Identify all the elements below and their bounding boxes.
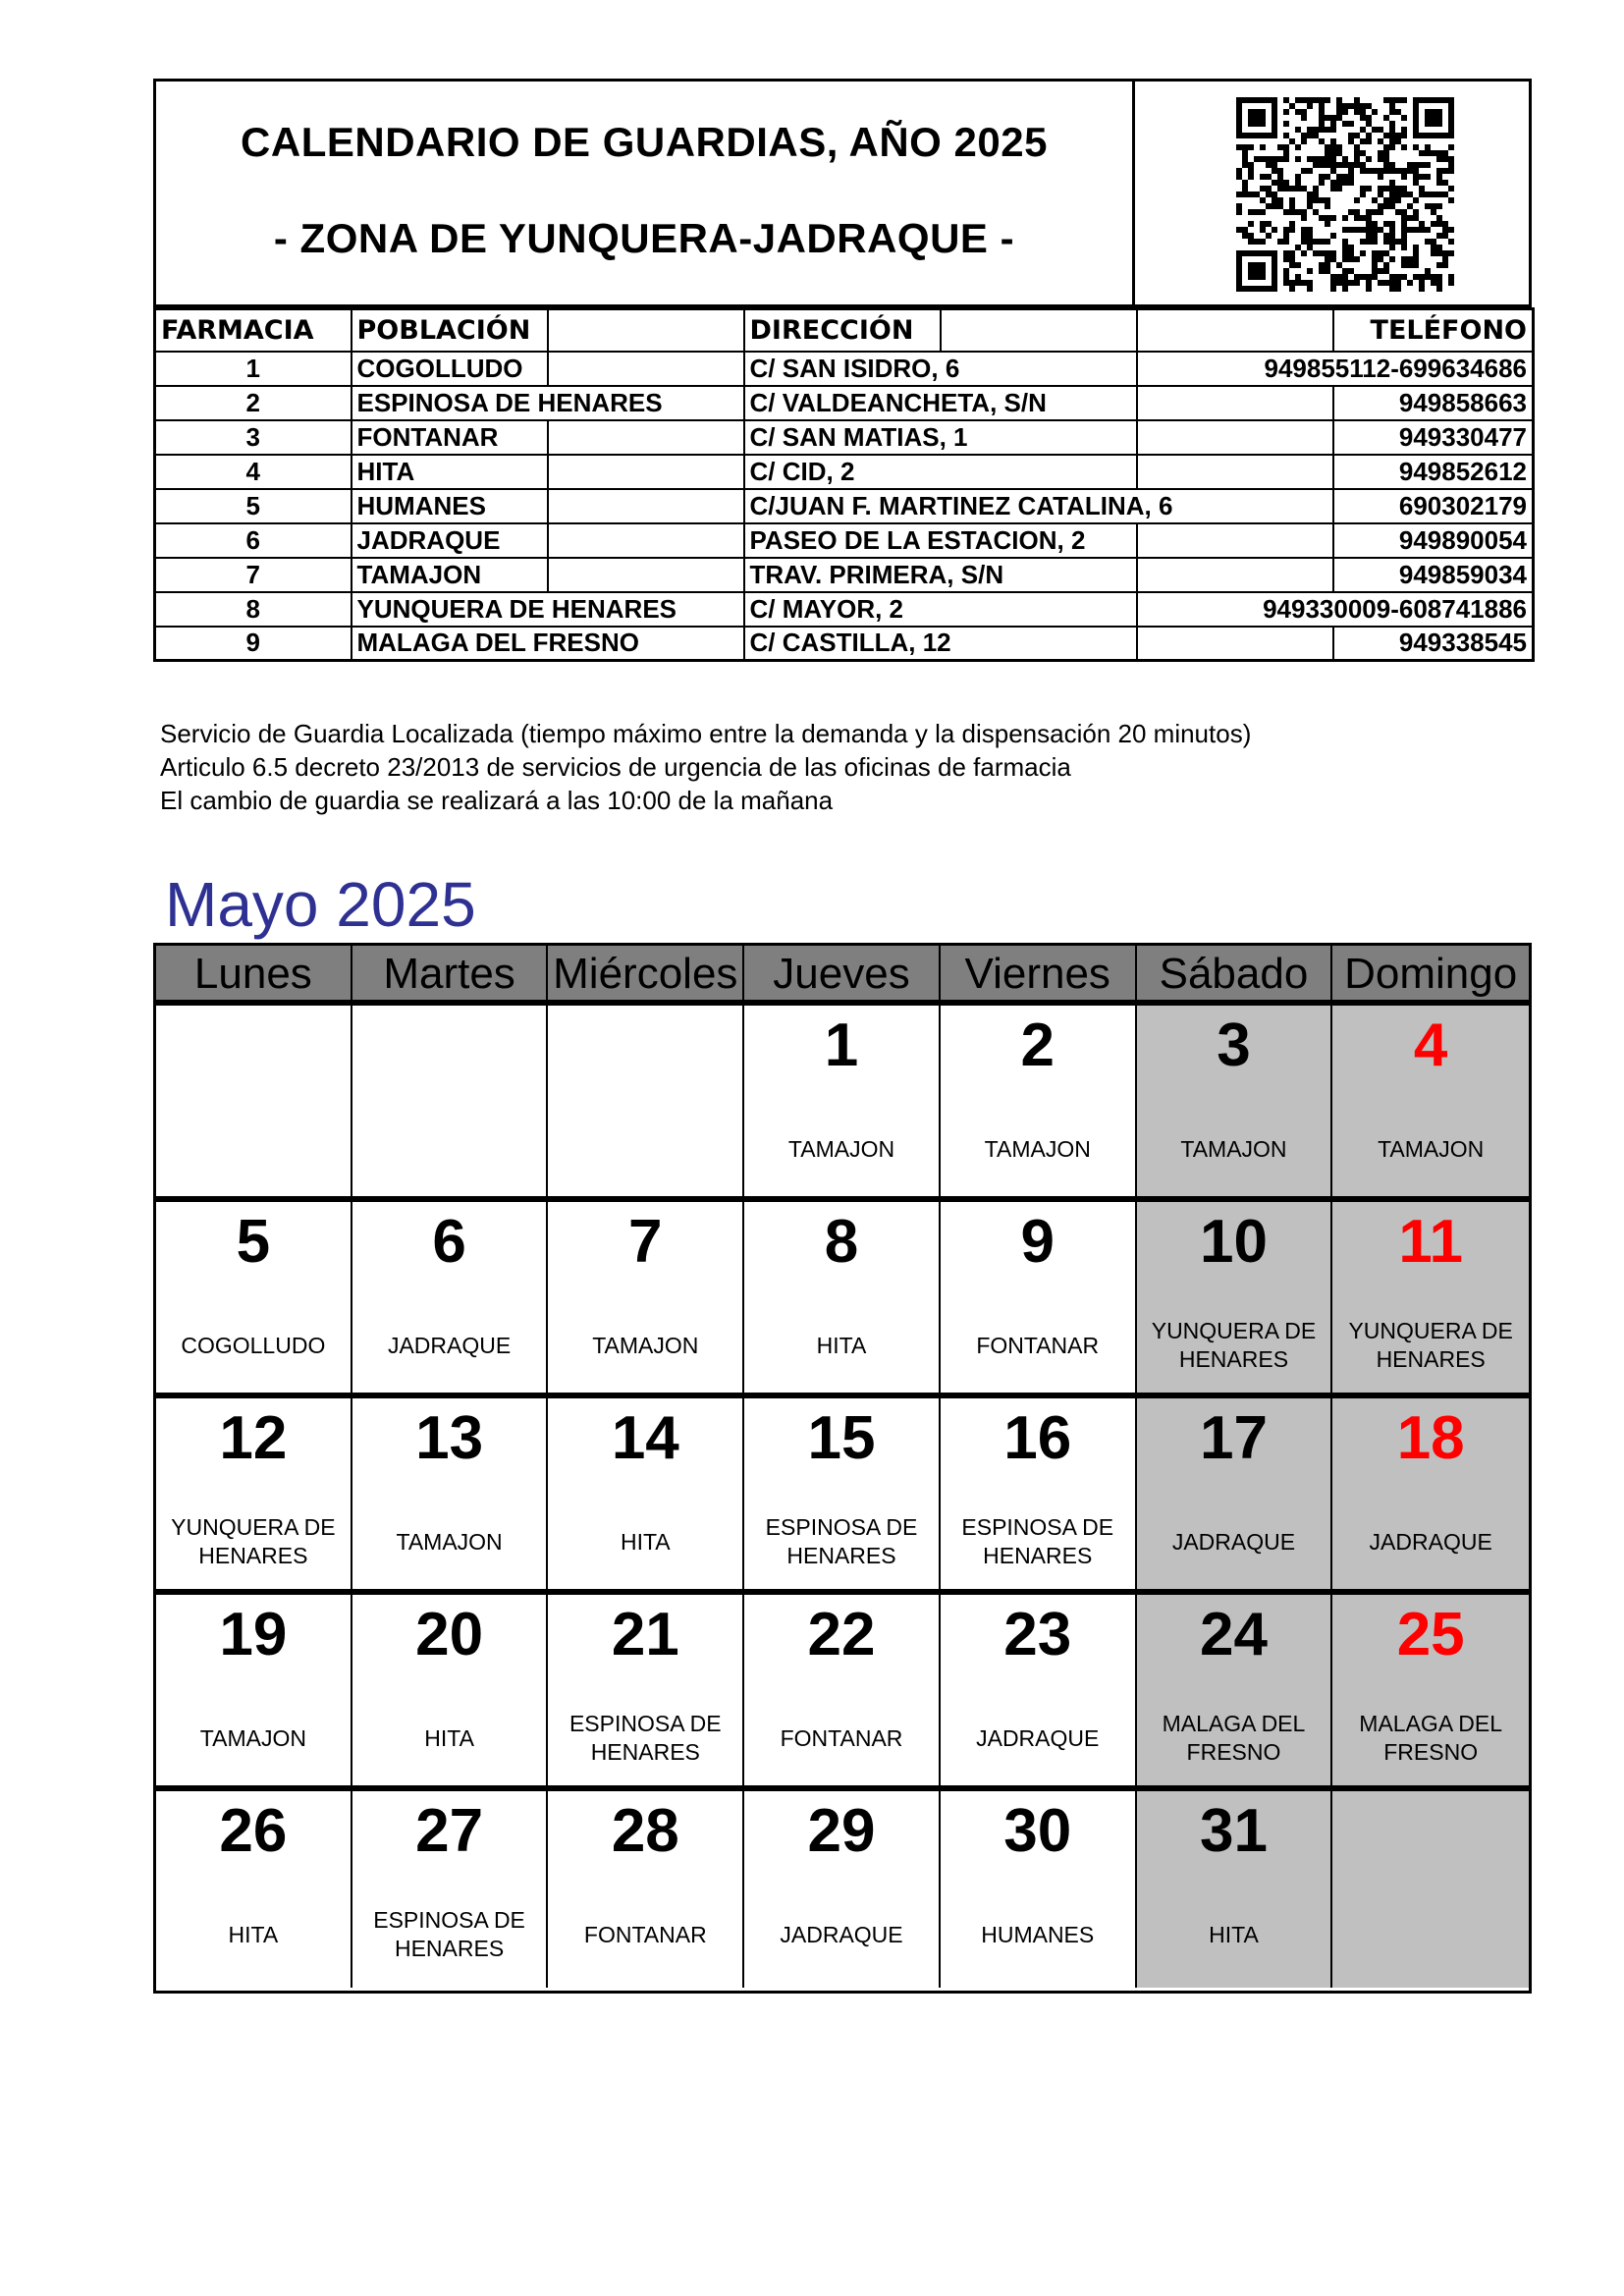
pharmacy-phone: 949890054 [1333,523,1534,558]
pharmacy-phone: 949855112-699634686 [1137,352,1534,386]
day-pharmacy: FONTANAR [583,1921,707,1947]
calendar-day [1332,1791,1529,1988]
day-pharmacy [552,1112,738,1186]
calendar-day [744,1398,941,1589]
calendar-week [156,1006,1529,1202]
col-header-farmacia: FARMACIA [155,309,352,352]
pharmacy-number: 3 [155,420,352,455]
weekday-label: Sábado [1137,946,1333,1000]
pharmacy-town: FONTANAR [352,420,548,455]
day-number: 16 [1003,1404,1072,1472]
pharmacy-number: 5 [155,489,352,523]
day-pharmacy: MALAGA DEL FRESNO [1359,1711,1503,1765]
calendar-day [548,1595,744,1785]
day-number: 29 [807,1797,876,1865]
day-number: 11 [1398,1208,1463,1276]
day-number: 9 [1020,1208,1055,1276]
pharmacy-number: 4 [155,455,352,489]
calendar-day [1137,1595,1333,1785]
pharmacy-empty-cell [1137,386,1333,420]
day-pharmacy: HITA [424,1724,474,1751]
note-line: El cambio de guardia se realizará a las 10:00 de la mañana [160,786,834,815]
day-pharmacy: ESPINOSA DE HENARES [373,1907,525,1961]
day-number: 3 [1217,1011,1251,1079]
pharmacy-phone: 690302179 [1333,489,1534,523]
calendar-day [941,1006,1137,1196]
calendar-day [156,1595,352,1785]
calendar-day [941,1791,1137,1988]
weekday-label: Jueves [744,946,941,1000]
day-number: 14 [611,1404,679,1472]
pharmacy-address: C/JUAN F. MARTINEZ CATALINA, 6 [744,489,1333,523]
pharmacy-town: HITA [352,455,548,489]
day-pharmacy: YUNQUERA DE HENARES [171,1514,336,1568]
pharmacy-town: MALAGA DEL FRESNO [352,627,744,661]
day-pharmacy: ESPINOSA DE HENARES [961,1514,1114,1568]
calendar-day [1137,1791,1333,1988]
day-number: 6 [432,1208,466,1276]
document-header [153,79,1532,307]
day-pharmacy: YUNQUERA DE HENARES [1348,1318,1513,1372]
weekday-label: Viernes [941,946,1137,1000]
day-number: 18 [1396,1404,1465,1472]
pharmacy-town: TAMAJON [352,558,548,592]
day-pharmacy: HITA [228,1921,279,1947]
day-number: 21 [611,1601,679,1668]
calendar-day [1332,1202,1529,1393]
pharmacy-address: C/ CASTILLA, 12 [744,627,1137,661]
col-header-empty [1137,309,1333,352]
pharmacy-number: 6 [155,523,352,558]
calendar-day [548,1398,744,1589]
weekday-label: Lunes [156,946,352,1000]
pharmacy-address: TRAV. PRIMERA, S/N [744,558,1137,592]
pharmacy-empty-cell [1137,523,1333,558]
calendar-day [156,1006,352,1196]
day-pharmacy: JADRAQUE [387,1332,512,1358]
calendar-day [352,1398,549,1589]
calendar-day [744,1006,941,1196]
pharmacy-town: COGOLLUDO [352,352,548,386]
calendar-day [352,1791,549,1988]
pharmacy-number: 1 [155,352,352,386]
day-number: 31 [1199,1797,1268,1865]
day-pharmacy: YUNQUERA DE HENARES [1151,1318,1317,1372]
pharmacy-phone: 949330477 [1333,420,1534,455]
pharmacy-row [155,523,1534,558]
pharmacy-row [155,558,1534,592]
day-pharmacy: TAMAJON [592,1332,699,1358]
day-number: 27 [415,1797,484,1865]
calendar-day [941,1202,1137,1393]
pharmacy-address: C/ SAN MATIAS, 1 [744,420,1137,455]
notes [160,717,1251,817]
calendar-day [352,1202,549,1393]
calendar-day [744,1202,941,1393]
calendar-day [1332,1006,1529,1196]
pharmacy-table-body [155,352,1534,661]
day-pharmacy: JADRAQUE [1171,1528,1296,1555]
qr-code-icon [1236,96,1454,293]
calendar-day [548,1006,744,1196]
calendar-week [156,1398,1529,1595]
calendar-day [352,1006,549,1196]
calendar-day [941,1595,1137,1785]
day-number: 10 [1199,1208,1268,1276]
pharmacy-number: 7 [155,558,352,592]
day-number: 15 [807,1404,876,1472]
day-pharmacy: TAMAJON [199,1724,306,1751]
pharmacy-empty-cell [1137,558,1333,592]
day-pharmacy: TAMAJON [787,1135,895,1162]
col-header-poblacion: POBLACIÓN [352,309,548,352]
pharmacy-row [155,627,1534,661]
calendar-day [744,1791,941,1988]
pharmacy-empty-cell [1137,455,1333,489]
pharmacy-address: C/ CID, 2 [744,455,1137,489]
pharmacy-number: 9 [155,627,352,661]
calendar-day [548,1791,744,1988]
day-pharmacy [1336,1897,1525,1972]
day-number: 12 [219,1404,288,1472]
pharmacy-phone: 949852612 [1333,455,1534,489]
day-pharmacy: JADRAQUE [1369,1528,1492,1555]
calendar-week [156,1791,1529,1988]
day-pharmacy: HITA [620,1528,671,1555]
calendar-day [156,1398,352,1589]
pharmacy-empty-cell [548,489,744,523]
pharmacy-phone: 949338545 [1333,627,1534,661]
day-pharmacy: JADRAQUE [976,1724,1100,1751]
pharmacy-row [155,592,1534,627]
day-number: 22 [807,1601,876,1668]
day-number: 5 [236,1208,271,1276]
calendar-day [1137,1398,1333,1589]
weekday-label: Domingo [1344,950,1518,998]
calendar-day [1137,1006,1333,1196]
pharmacy-address: PASEO DE LA ESTACION, 2 [744,523,1137,558]
day-number: 7 [628,1208,663,1276]
calendar-day [1332,1595,1529,1785]
calendar-grid [153,943,1532,1994]
pharmacy-row [155,420,1534,455]
day-number: 26 [219,1797,288,1865]
weekday-header [156,946,1529,1006]
day-number: 20 [415,1601,484,1668]
pharmacy-empty-cell [548,558,744,592]
pharmacy-row [155,352,1534,386]
day-pharmacy: ESPINOSA DE HENARES [765,1514,918,1568]
day-pharmacy: TAMAJON [396,1528,503,1555]
day-pharmacy: COGOLLUDO [181,1332,326,1358]
day-pharmacy [160,1112,347,1186]
day-pharmacy: TAMAJON [1378,1135,1485,1162]
pharmacy-empty-cell [1137,420,1333,455]
pharmacy-empty-cell [1137,627,1333,661]
pharmacy-address: C/ VALDEANCHETA, S/N [744,386,1137,420]
day-number: 17 [1199,1404,1268,1472]
calendar-day [744,1595,941,1785]
col-header-empty [941,309,1137,352]
col-header-direccion: DIRECCIÓN [744,309,941,352]
weekday-label: Miércoles [548,946,744,1000]
note-line: Articulo 6.5 decreto 23/2013 de servicios de urgencia de las oficinas de farmacia [160,752,1071,782]
day-number: 4 [1413,1011,1448,1079]
calendar-day [1137,1202,1333,1393]
pharmacy-town: YUNQUERA DE HENARES [352,592,744,627]
pharmacy-number: 8 [155,592,352,627]
pharmacy-empty-cell [548,455,744,489]
pharmacy-row [155,386,1534,420]
pharmacy-row [155,489,1534,523]
day-pharmacy: HUMANES [981,1921,1095,1947]
day-pharmacy: TAMAJON [984,1135,1091,1162]
calendar-day [352,1595,549,1785]
day-number: 28 [611,1797,679,1865]
day-pharmacy: ESPINOSA DE HENARES [568,1711,722,1765]
day-number: 8 [824,1208,859,1276]
day-number: 25 [1396,1601,1465,1668]
qr-box [1135,82,1529,304]
pharmacy-phone: 949858663 [1333,386,1534,420]
calendar-day [941,1398,1137,1589]
pharmacy-address: C/ SAN ISIDRO, 6 [744,352,1137,386]
pharmacy-table [153,307,1535,662]
pharmacy-town: ESPINOSA DE HENARES [352,386,744,420]
pharmacy-empty-cell [548,523,744,558]
pharmacy-town: JADRAQUE [352,523,548,558]
pharmacy-empty-cell [548,352,744,386]
day-number: 2 [1020,1011,1055,1079]
day-pharmacy: HITA [1209,1921,1259,1947]
pharmacy-row [155,455,1534,489]
pharmacy-number: 2 [155,386,352,420]
day-pharmacy: FONTANAR [976,1332,1100,1358]
calendar-week [156,1202,1529,1398]
col-header-telefono: TELÉFONO [1333,309,1534,352]
day-pharmacy: HITA [816,1332,867,1358]
pharmacy-empty-cell [548,420,744,455]
day-pharmacy: MALAGA DEL FRESNO [1162,1711,1306,1765]
day-number: 30 [1003,1797,1072,1865]
day-pharmacy: JADRAQUE [780,1921,903,1947]
zone-title: - ZONA DE YUNQUERA-JADRAQUE - [273,215,1015,261]
document-title: CALENDARIO DE GUARDIAS, AÑO 2025 [241,119,1048,165]
calendar-day [1332,1398,1529,1589]
calendar-week [156,1595,1529,1791]
pharmacy-town: HUMANES [352,489,548,523]
note-line: Servicio de Guardia Localizada (tiempo máximo entre la demanda y la dispensación 20 minutos) [160,719,1252,748]
calendar-day [156,1791,352,1988]
pharmacy-table-header [155,309,1534,352]
calendar-day [548,1202,744,1393]
day-number: 13 [415,1404,484,1472]
day-number: 19 [219,1601,288,1668]
calendar-day [156,1202,352,1393]
pharmacy-phone: 949859034 [1333,558,1534,592]
pharmacy-phone: 949330009-608741886 [1137,592,1534,627]
col-header-empty [548,309,744,352]
day-pharmacy: TAMAJON [1180,1135,1287,1162]
month-title: Mayo 2025 [165,869,476,940]
day-number: 1 [824,1011,859,1079]
header-titles [156,82,1135,304]
weekday-label: Martes [352,946,549,1000]
day-number: 24 [1199,1601,1268,1668]
calendar-body [156,1006,1529,1988]
pharmacy-address: C/ MAYOR, 2 [744,592,1137,627]
day-number: 23 [1003,1601,1072,1668]
day-pharmacy: FONTANAR [780,1724,903,1751]
day-pharmacy [356,1112,543,1186]
